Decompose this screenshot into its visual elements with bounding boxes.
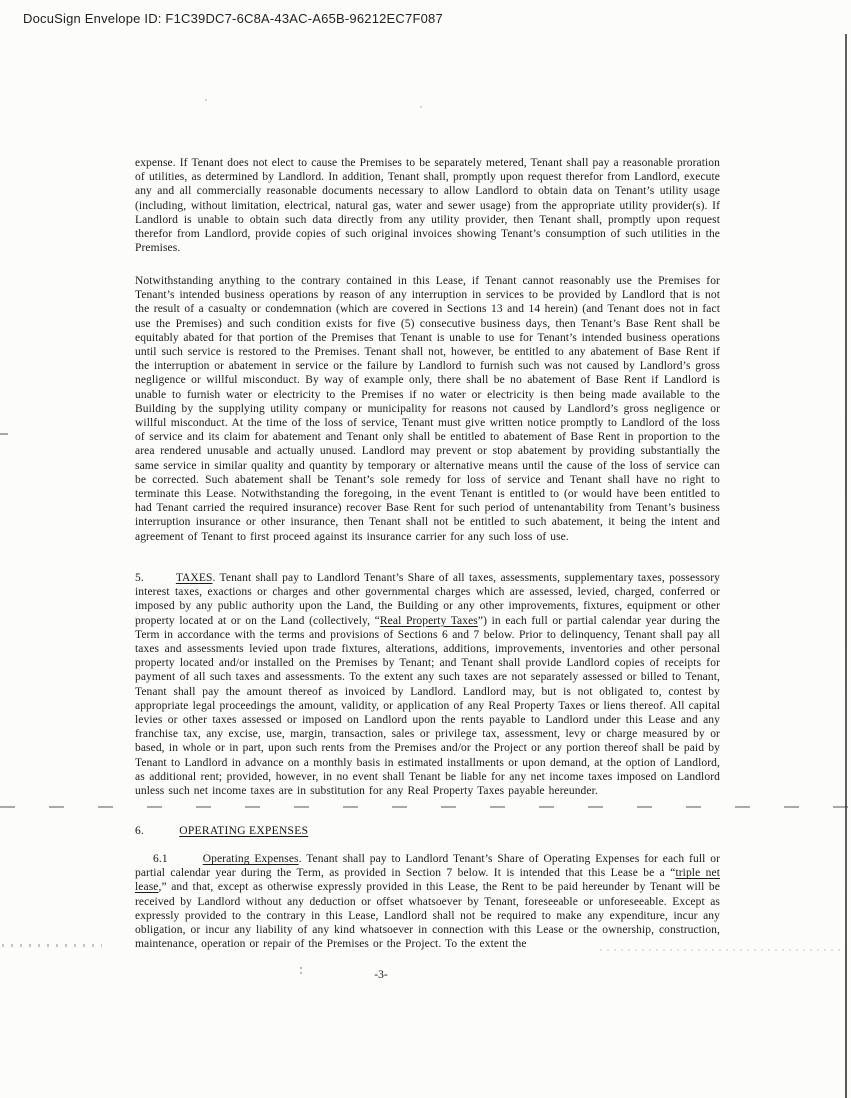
text-segment: 6.1: [153, 853, 168, 865]
text-segment: triple net lease: [135, 867, 720, 894]
scan-noise-dot: [205, 99, 207, 101]
text-segment: ,” and that, except as otherwise expressly provided in this Lease, the Rent to be paid hereunder by Tenant will be received by Landlord without any deduction or offset whatsoever by Tenant, foreseeable or unforeseeable. Except as expressly provided to the contrary in this Lease, Landlord shall not be required to make any expenditure, incur any obligation, or incur any liability of any kind whatsoever in connection with this Lease or the ownership, construction, maintenance, operation or repair of the Premises or the Project. To the extent the: [135, 881, 720, 951]
text-segment: Notwithstanding anything to the contrary contained in this Lease, if Tenant cannot reasonably use the Premises for Tenant’s intended business operations by reason of any interruption in services to be provided by Landlord that is not the result of a casualty or condemnation (which are covered in Sections 13 and 14 herein) (and Tenant does not in fact use the Premises) and such condition exists for five (5) consecutive business days, then Tenant’s Base Rent shall be equitably abated for that portion of the Premises that Tenant is unable to use for Tenant’s intended business operations until such service is restored to the Premises. Tenant shall not, however, be entitled to any abatement of Base Rent if the interruption or abatement in service or the failure by Landlord to furnish such was not caused by Landlord’s gross negligence or willful misconduct. By way of example only, there shall be no abatement of Base Rent if Landlord is unable to furnish water or electricity to the Premises if no water or electricity is then being made available to the Building by the supplying utility company or municipality for reasons not caused by Landlord’s gross negligence or willful misconduct. At the time of the loss of service, Tenant must give written notice promptly to Landlord of the loss of service and its claim for abatement and Tenant only shall be entitled to abatement of Base Rent in proportion to the area rendered unusable and actually unused. Landlord may prevent or stop abatement by providing substantially the same service in similar quality and quantity by temporary or alternative means until the cause of the loss of service can be corrected. Such abatement shall be Tenant’s sole remedy for loss of service and Tenant shall have no right to terminate this Lease. Notwithstanding the foregoing, in the event Tenant is entitled to (or would have been entitled to had Tenant carried the required insurance) recover Base Rent for such period of untenantability from Tenant’s business interruption insurance or other insurance, then Tenant shall not be entitled to such abatement, it being the intent and agreement of Tenant to first proceed against its insurance carrier for any such loss of use.: [135, 275, 720, 543]
scan-noise-dot: [408, 508, 410, 510]
scan-edge-dash: [0, 433, 8, 435]
text-segment: expense. If Tenant does not elect to cause the Premises to be separately metered, Tenant shall pay a reasonable proration of utilities, as determined by Landlord. In addition, Tenant shall, promptly upon request therefor from Landlord, execute any and all commercially reasonable documents necessary to allow Landlord to obtain data on Tenant’s utility usage (including, without limitation, electrical, natural gas, water and sewer usage) from the appropriate utility provider(s). If Landlord is unable to obtain such data directly from any utility provider, then Tenant shall, promptly upon request therefor from Landlord, provide copies of such original invoices showing Tenant’s consumption of such utilities in the Premises.: [135, 157, 720, 255]
scan-noise-dot: [673, 298, 675, 300]
docusign-envelope-id: DocuSign Envelope ID: F1C39DC7-6C8A-43AC-A65B-96212EC7F087: [23, 11, 443, 26]
text-segment: . Tenant shall pay to Landlord Tenant’s Share of Operating Expenses for each full or partial calendar year during the Term, as provided in Section 7 below. It is intended that this Lease be a “: [135, 853, 721, 880]
scan-edge-line: [845, 34, 847, 1098]
paragraph-rent-abatement: [135, 274, 720, 544]
text-segment: . Tenant shall pay to Landlord Tenant’s Share of all taxes, assessments, supplementary taxes, possessory interest taxes, exactions or charges and other governmental charges which are assessed, levied, charged, conferred or imposed by any public authority upon the Land, the Building or any other improvements, fixtures, equipment or other property located at or on the Land (collectively, “: [135, 572, 720, 627]
section-6-heading: [135, 824, 720, 838]
text-segment: OPERATING EXPENSES: [179, 825, 309, 837]
scan-noise-row-left: [2, 944, 102, 947]
text-segment: 6.: [135, 825, 145, 837]
page-number: -3-: [374, 969, 388, 981]
text-segment: Operating Expenses: [202, 853, 299, 865]
document-body: [135, 0, 720, 1098]
section-6-1-operating-expenses: [135, 852, 720, 951]
paragraph-utilities: [135, 156, 720, 255]
text-segment: 5.: [135, 572, 144, 584]
text-segment: Real Property Taxes: [379, 614, 478, 627]
scan-noise-colon: [300, 967, 302, 969]
section-5-taxes: [135, 571, 720, 798]
scan-noise-dot: [420, 106, 422, 108]
scan-noise-row-right: [600, 949, 846, 951]
text-segment: TAXES: [175, 572, 213, 584]
text-segment: ”) in each full or partial calendar year during the Term in accordance with the terms and provisions of Sections 6 and 7 below. Prior to delinquency, Tenant shall pay all taxes and assessments levied upon trade fixtures, alterations, additions, improvements, inventories and other personal property located and/or installed on the Premises by Tenant; and Tenant shall provide Landlord copies of receipts for payment of all such taxes and assessments. To the extent any such taxes are not separately assessed or billed to Tenant, Tenant shall pay the amount thereof as invoiced by Landlord. Landlord may, but is not obligated to, contest by appropriate legal proceedings the amount, validity, or application of any Real Property Taxes or liens thereof. All capital levies or other taxes assessed or imposed on Landlord upon the rents payable to Landlord under this Lease and any franchise tax, any excise, use, margin, transaction, sales or privilege tax, assessment, levy or charge measured by or based, in whole or in part, upon such rents from the Premises and/or the Project or any portion thereof shall be paid by Tenant to Landlord in advance on a monthly basis in estimated installments or upon demand, at the option of Landlord, as additional rent; provided, however, in no event shall Tenant be liable for any net income taxes imposed on Landlord unless such net income taxes are in substitution for any Real Property Taxes payable hereunder.: [135, 614, 720, 798]
